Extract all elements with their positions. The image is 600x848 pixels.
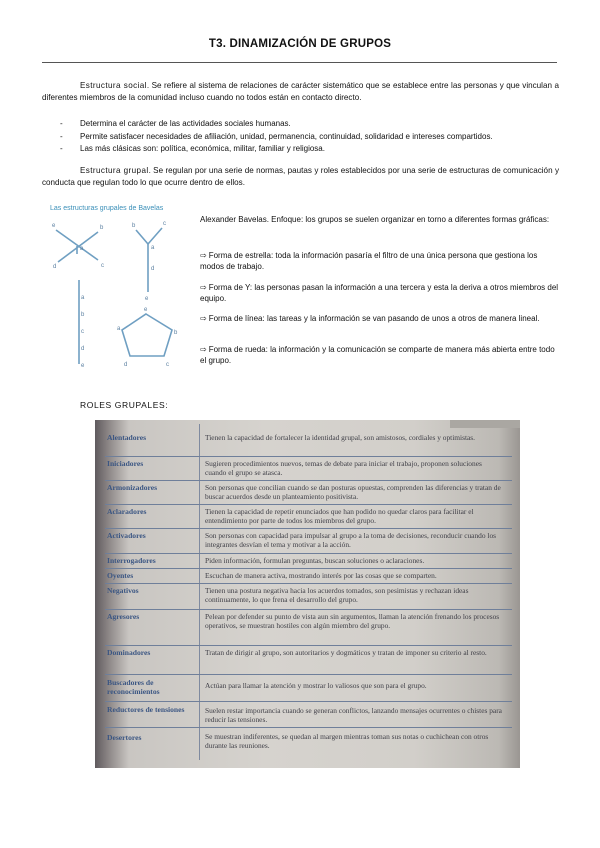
role-name: Armonizadores [107, 483, 158, 492]
term-estructura-grupal: Estructura grupal [80, 166, 149, 175]
roles-table-photo [95, 420, 520, 768]
wheel-label: c [166, 362, 169, 368]
role-name: Activadores [107, 531, 146, 540]
bavelas-intro: Alexander Bavelas. Enfoque: los grupos se suelen organizar en torno a diferentes formas gráficas: [200, 215, 550, 224]
star-label: c [101, 263, 104, 269]
y-label: d [151, 266, 155, 272]
role-description: Actúan para llamar la atención y mostrar lo valiosos que son para el grupo. [205, 681, 427, 690]
line-label: c [81, 329, 84, 335]
role-name: Reductores de tensiones [107, 705, 185, 714]
role-description: Tratan de dirigir al grupo, son autoritarios y dogmáticos y tratan de imponer su criterio al resto. [205, 648, 487, 657]
table-row-divider [105, 528, 512, 529]
role-name: Alentadores [107, 433, 147, 442]
role-name: Oyentes [107, 571, 134, 580]
star-label: b [100, 225, 104, 231]
star-label: d [53, 264, 57, 270]
y-label: a [151, 245, 155, 251]
role-description: Piden información, formulan preguntas, buscan soluciones o aclaraciones. [205, 556, 425, 565]
bullet-list [42, 118, 562, 156]
y-network [136, 228, 162, 292]
wheel-label: d [124, 362, 128, 368]
roles-heading: ROLES GRUPALES: [80, 400, 169, 410]
role-description: Tienen la capacidad de repetir enunciados que han podido no quedar claros para facilitar el entendimiento por parte de todos los miembros del grupo. [205, 507, 474, 526]
star-network [56, 230, 98, 262]
table-row-divider [105, 480, 512, 481]
role-description: Se muestran indiferentes, se quedan al margen mientras toman sus notas o cuchichean con otros durante las reuniones. [205, 732, 489, 751]
wheel-label: a [117, 326, 121, 332]
table-row-divider [105, 553, 512, 554]
role-description: Tienen la capacidad de fortalecer la identidad grupal, son amistosos, cordiales y optimistas. [205, 433, 476, 442]
table-row-divider [105, 674, 512, 675]
title-divider [42, 62, 557, 63]
y-label: c [163, 221, 166, 227]
role-name: Negativos [107, 586, 139, 595]
role-description: Suelen restar importancia cuando se generan conflictos, lanzando mensajes ocurrentes o chistes para reducir las tensiones. [205, 706, 502, 725]
arrow-icon: ⇨ [200, 314, 207, 323]
role-description: Son personas con capacidad para impulsar al grupo a la toma de decisiones, reconducir cuando los integrantes desvían el tema y motivar a la acción. [205, 531, 497, 550]
bavelas-item: ⇨ Forma de rueda: la información y la comunicación se comparte de manera más abierta entre todo el grupo. [200, 345, 555, 365]
role-description: Sugieren procedimientos nuevos, temas de debate para iniciar el trabajo, proponen soluciones cuando el grupo se atasca. [205, 459, 482, 478]
bavelas-item: ⇨ Forma de estrella: toda la información pasaría el filtro de una única persona que gestiona los modos de trabajo. [200, 251, 538, 271]
role-name: Dominadores [107, 648, 151, 657]
wheel-label: b [174, 330, 178, 336]
role-description: Tienen una postura negativa hacia los acuerdos tomados, son pesimistas y rechazan ideas continuamente, lo que frena el desarrollo del grupo. [205, 586, 469, 605]
bavelas-item: ⇨ Forma de Y: las personas pasan la información a una tercera y esta la deriva a otros miembros del equipo. [200, 283, 559, 303]
table-row-divider [105, 568, 512, 569]
arrow-icon: ⇨ [200, 251, 207, 260]
wheel-label: e [144, 307, 148, 313]
wheel-network [122, 314, 172, 356]
role-name: Aclaradores [107, 507, 147, 516]
arrow-icon: ⇨ [200, 345, 207, 354]
role-description: Son personas que concilian cuando se dan posturas opuestas, comprenden las diferencias y tratan de buscar acuerdos desde un planteamiento positivista. [205, 483, 501, 502]
role-name: Desertores [107, 733, 142, 742]
star-label: a [80, 246, 84, 252]
bullet-item: - Las más clásicas son: política, económica, militar, familiar y religiosa. [42, 143, 562, 156]
definition-estructura-grupal: . Se regulan por una serie de normas, pautas y roles establecidos por una serie de estructuras de comunicación y conducta que regulan todo lo que ocurre dentro de ellos. [42, 166, 559, 187]
table-row-divider [105, 583, 512, 584]
table-row-divider [105, 701, 512, 702]
line-label: e [81, 363, 85, 369]
table-column-divider [199, 424, 200, 760]
y-label: e [145, 296, 149, 302]
line-label: d [81, 346, 85, 352]
term-estructura-social: Estructura social [80, 81, 147, 90]
paragraph-estructura-social [42, 80, 559, 103]
bullet-item: - Permite satisfacer necesidades de afiliación, unidad, permanencia, continuidad, solidaridad e intereses compartidos. [42, 131, 562, 144]
role-name: Agresores [107, 612, 140, 621]
paragraph-estructura-grupal [42, 165, 559, 188]
arrow-icon: ⇨ [200, 283, 207, 292]
star-label: e [52, 223, 56, 229]
line-label: a [81, 295, 85, 301]
bavelas-item: ⇨ Forma de línea: las tareas y la información se van pasando de unos a otros de manera lineal. [200, 314, 540, 323]
line-label: b [81, 312, 85, 318]
role-description: Pelean por defender su punto de vista aun sin argumentos, llaman la atención frenando los procesos operativos, se muestran hostiles con algún miembro del grupo. [205, 612, 500, 631]
definition-estructura-social: . Se refiere al sistema de relaciones de carácter sistemático que se establece entre las personas y que vinculan a diferentes miembros de la comunidad incluso cuando no todos están en contacto directo. [42, 81, 559, 102]
table-row-divider [105, 645, 512, 646]
photo-corner [450, 420, 520, 428]
table-row-divider [105, 504, 512, 505]
diagram-title: Las estructuras grupales de Bavelas [50, 205, 164, 212]
table-row-divider [105, 727, 512, 728]
role-name: Interrogadores [107, 556, 156, 565]
role-name: Iniciadores [107, 459, 144, 468]
bullet-item: - Determina el carácter de las actividades sociales humanas. [42, 118, 562, 131]
table-row-divider [105, 609, 512, 610]
page-title: T3. DINAMIZACIÓN DE GRUPOS [208, 38, 392, 50]
role-description: Escuchan de manera activa, mostrando interés por las cosas que se comparten. [205, 571, 437, 580]
y-label: b [132, 223, 136, 229]
role-name: Buscadores de reconocimientos [107, 678, 160, 696]
bavelas-diagram [44, 204, 194, 374]
table-row-divider [105, 456, 512, 457]
